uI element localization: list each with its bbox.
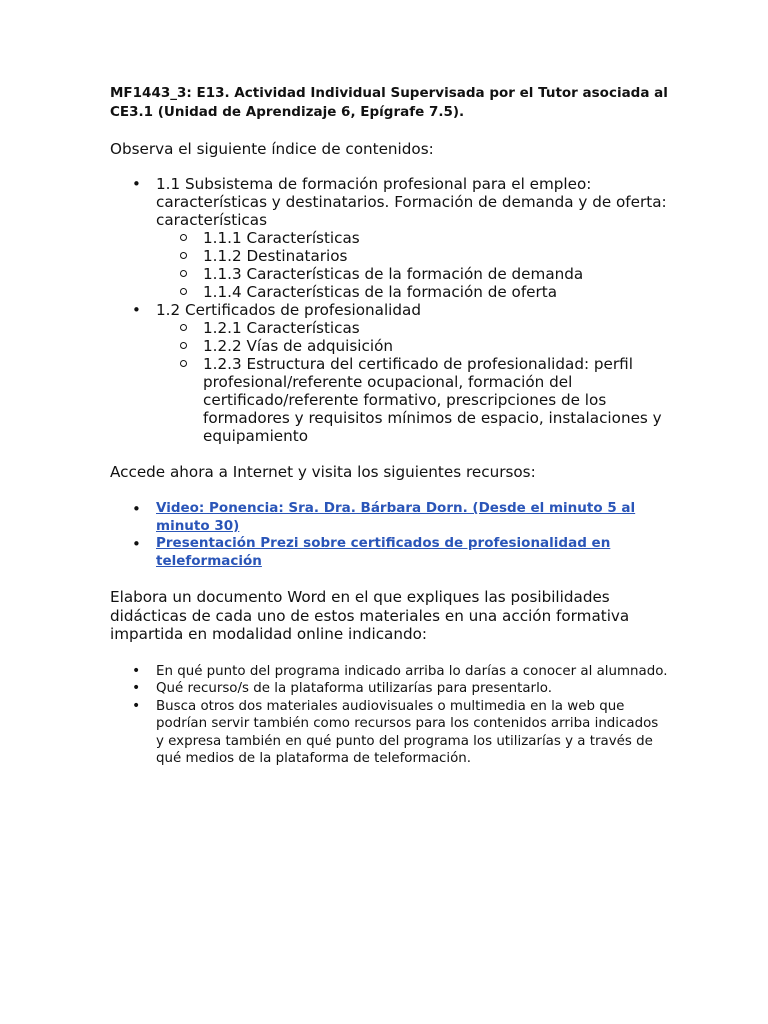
- video-link[interactable]: Video: Ponencia: Sra. Dra. Bárbara Dorn. (Desde el minuto 5 al minuto 30): [156, 500, 636, 534]
- bullet-icon: •: [132, 174, 141, 193]
- resources-intro: Accede ahora a Internet y visita los siguientes recursos:: [110, 462, 536, 481]
- bullet-icon: •: [132, 697, 141, 714]
- sub-index: [156, 229, 670, 301]
- circle-bullet-icon: [180, 342, 187, 349]
- sub-index-item: 1.2.1 Características: [156, 319, 670, 337]
- index-item: [110, 175, 670, 301]
- resource-item: [110, 535, 670, 570]
- prezi-link[interactable]: Presentación Prezi sobre certificados de profesionalidad en teleformación: [156, 535, 611, 569]
- bullet-icon: •: [132, 300, 141, 319]
- index-item-label: 1.1 Subsistema de formación profesional para el empleo: características y destinatarios. Formación de demanda y de oferta: características: [156, 174, 667, 229]
- document-title: MF1443_3: E13. Actividad Individual Supervisada por el Tutor asociada al CE3.1 (Unidad de Aprendizaje 6, Epígrafe 7.5).: [110, 85, 668, 120]
- sub-index-item: 1.2.3 Estructura del certificado de profesionalidad: perfil profesional/referente ocupacional, formación del certificado/referente formativo, prescripciones de los formadores y requisitos mínimos de espacio, instalaciones y equipamiento: [156, 355, 670, 445]
- resource-list: [110, 500, 670, 570]
- circle-bullet-icon: [180, 234, 187, 241]
- sub-index-item: 1.1.1 Características: [156, 229, 670, 247]
- circle-bullet-icon: [180, 324, 187, 331]
- bullet-icon: •: [132, 680, 141, 696]
- index-item: [110, 301, 670, 445]
- sub-index: [156, 319, 670, 445]
- resource-item: [110, 500, 670, 535]
- bullet-icon: •: [132, 535, 141, 553]
- content-index: [110, 175, 670, 445]
- bullet-icon: •: [132, 500, 141, 518]
- document-content: [110, 84, 670, 768]
- task-list: [110, 663, 670, 768]
- circle-bullet-icon: [180, 288, 187, 295]
- sub-index-item: 1.1.3 Características de la formación de demanda: [156, 265, 670, 283]
- task-item: • Busca otros dos materiales audiovisuales o multimedia en la web que podrían servir también como recursos para los contenidos arriba indicados y expresa también en qué punto del programa los utilizarías y a través de qué medios de la plataforma de teleformación.: [132, 697, 659, 766]
- task-item: • En qué punto del programa indicado arriba lo darías a conocer al alumnado.: [132, 662, 668, 679]
- index-intro: Observa el siguiente índice de contenidos:: [110, 140, 434, 158]
- index-item-label: 1.2 Certificados de profesionalidad: [156, 300, 421, 319]
- sub-index-item: 1.1.4 Características de la formación de oferta: [156, 283, 670, 301]
- circle-bullet-icon: [180, 360, 187, 367]
- bullet-icon: •: [132, 662, 141, 679]
- sub-index-item: 1.1.2 Destinatarios: [156, 247, 670, 265]
- sub-index-item: 1.2.2 Vías de adquisición: [156, 337, 670, 355]
- instructions: Elabora un documento Word en el que expliques las posibilidades didácticas de cada uno de estos materiales en una acción formativa impartida en modalidad online indicando:: [110, 588, 630, 643]
- circle-bullet-icon: [180, 270, 187, 277]
- circle-bullet-icon: [180, 252, 187, 259]
- task-item: • Qué recurso/s de la plataforma utilizarías para presentarlo.: [132, 680, 552, 696]
